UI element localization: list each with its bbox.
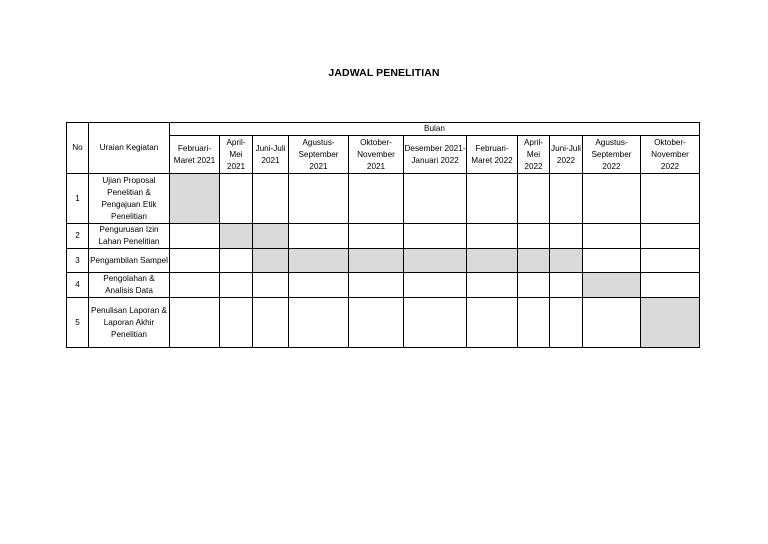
schedule-cell [518,174,550,224]
row-activity: Ujian Proposal Penelitian & Pengajuan Etik Penelitian [89,174,170,224]
schedule-cell [550,224,583,249]
schedule-cell [220,249,253,273]
schedule-cell [641,273,700,298]
schedule-table [66,122,700,348]
schedule-cell [641,224,700,249]
schedule-cell [550,249,583,273]
header-month-10: Agustus-September 2022 [583,136,641,174]
schedule-cell [404,249,467,273]
row-number: 4 [67,273,89,298]
row-number: 1 [67,174,89,224]
schedule-cell [349,249,404,273]
schedule-cell [404,298,467,348]
schedule-cell [170,174,220,224]
schedule-cell [583,273,641,298]
schedule-cell [550,174,583,224]
schedule-cell [404,174,467,224]
header-no: No [67,123,89,174]
header-month-5: Oktober-November 2021 [349,136,404,174]
schedule-cell [518,273,550,298]
schedule-cell [220,298,253,348]
schedule-cell [253,249,289,273]
schedule-cell [583,174,641,224]
schedule-cell [467,174,518,224]
schedule-cell [253,224,289,249]
schedule-cell [467,273,518,298]
schedule-cell [170,249,220,273]
header-month-group: Bulan [170,123,700,136]
table-row [67,224,700,249]
schedule-cell [641,249,700,273]
schedule-cell [550,273,583,298]
row-number: 3 [67,249,89,273]
schedule-cell [220,174,253,224]
table-row [67,174,700,224]
schedule-cell [349,273,404,298]
schedule-cell [404,224,467,249]
schedule-cell [289,174,349,224]
schedule-cell [253,273,289,298]
page-title: JADWAL PENELITIAN [328,67,440,79]
table-row [67,298,700,348]
header-row-group [67,123,700,136]
schedule-cell [220,224,253,249]
row-activity: Pengolahan & Analisis Data [89,273,170,298]
schedule-cell [518,224,550,249]
schedule-cell [289,249,349,273]
schedule-cell [349,174,404,224]
schedule-cell [583,249,641,273]
schedule-cell [289,224,349,249]
schedule-cell [641,298,700,348]
schedule-cell [349,298,404,348]
schedule-cell [289,273,349,298]
schedule-cell [220,273,253,298]
schedule-cell [518,298,550,348]
schedule-cell [170,224,220,249]
schedule-cell [467,224,518,249]
header-activity: Uraian Kegiatan [89,123,170,174]
schedule-cell [349,224,404,249]
schedule-cell [253,174,289,224]
schedule-cell [170,298,220,348]
header-month-2: April-Mei 2021 [220,136,253,174]
schedule-cell [583,224,641,249]
header-month-6: Desember 2021-Januari 2022 [404,136,467,174]
schedule-cell [253,298,289,348]
row-activity: Pengambilan Sampel [89,249,170,273]
row-activity: Penulisan Laporan & Laporan Akhir Penelitian [89,298,170,348]
header-month-8: April-Mei 2022 [518,136,550,174]
header-month-4: Agustus-September 2021 [289,136,349,174]
row-activity: Pengurusan Izin Lahan Penelitian [89,224,170,249]
row-number: 5 [67,298,89,348]
schedule-cell [641,174,700,224]
header-month-7: Februari-Maret 2022 [467,136,518,174]
schedule-cell [467,249,518,273]
schedule-cell [467,298,518,348]
table-row [67,249,700,273]
header-month-1: Februari-Maret 2021 [170,136,220,174]
schedule-cell [404,273,467,298]
row-number: 2 [67,224,89,249]
schedule-cell [289,298,349,348]
schedule-body [67,174,700,348]
header-month-11: Oktober-November 2022 [641,136,700,174]
schedule-cell [583,298,641,348]
schedule-cell [518,249,550,273]
header-month-3: Juni-Juli 2021 [253,136,289,174]
schedule-cell [550,298,583,348]
schedule-cell [170,273,220,298]
table-row [67,273,700,298]
header-month-9: Juni-Juli 2022 [550,136,583,174]
